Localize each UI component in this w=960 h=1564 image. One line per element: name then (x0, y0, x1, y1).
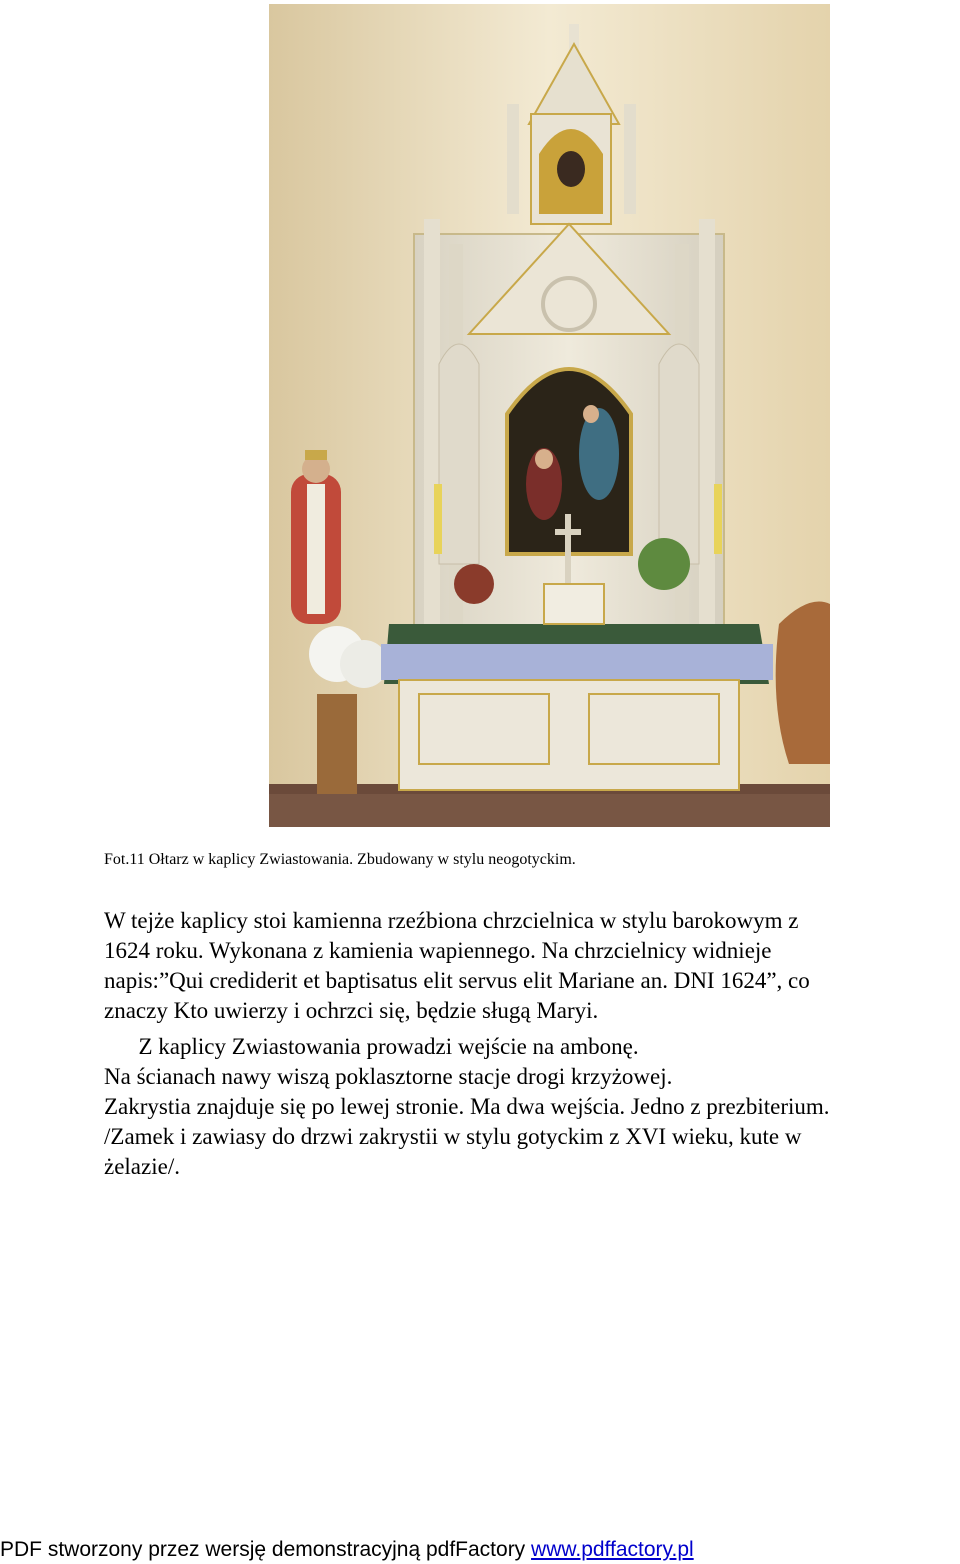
text-line: napis:”Qui crediderit et baptisatus elit servus elit Mariane an. DNI 1624”, co (104, 968, 810, 993)
text-line: żelazie/. (104, 1154, 180, 1179)
text-line: /Zamek i zawiasy do drzwi zakrystii w stylu gotyckim z XVI wieku, kute w (104, 1124, 802, 1149)
photo-caption: Fot.11 Ołtarz w kaplicy Zwiastowania. Zbudowany w stylu neogotyckim. (104, 851, 576, 868)
paragraph-baptismal-font (104, 906, 810, 1026)
text-line: 1624 roku. Wykonana z kamienia wapiennego. Na chrzcielnicy widnieje (104, 938, 772, 963)
pdffactory-link[interactable]: www.pdffactory.pl (531, 1538, 694, 1561)
altar-photo (269, 4, 830, 827)
text-line: znaczy Kto uwierzy i ochrzci się, będzie sługą Maryi. (104, 998, 599, 1023)
text-line: W tejże kaplicy stoi kamienna rzeźbiona chrzcielnica w stylu barokowym z (104, 908, 799, 933)
text-line: Zakrystia znajduje się po lewej stronie. Ma dwa wejścia. Jedno z prezbiterium. (104, 1094, 830, 1119)
text-line: Z kaplicy Zwiastowania prowadzi wejście na ambonę. (104, 1034, 639, 1059)
paragraph-pulpit (104, 1032, 639, 1062)
paragraph-nave-sacristy (104, 1062, 830, 1182)
text-line: Na ścianach nawy wiszą poklasztorne stacje drogi krzyżowej. (104, 1064, 673, 1089)
footer-text: PDF stworzony przez wersję demonstracyjną pdfFactory (0, 1538, 532, 1561)
pdf-footer (0, 1536, 694, 1564)
